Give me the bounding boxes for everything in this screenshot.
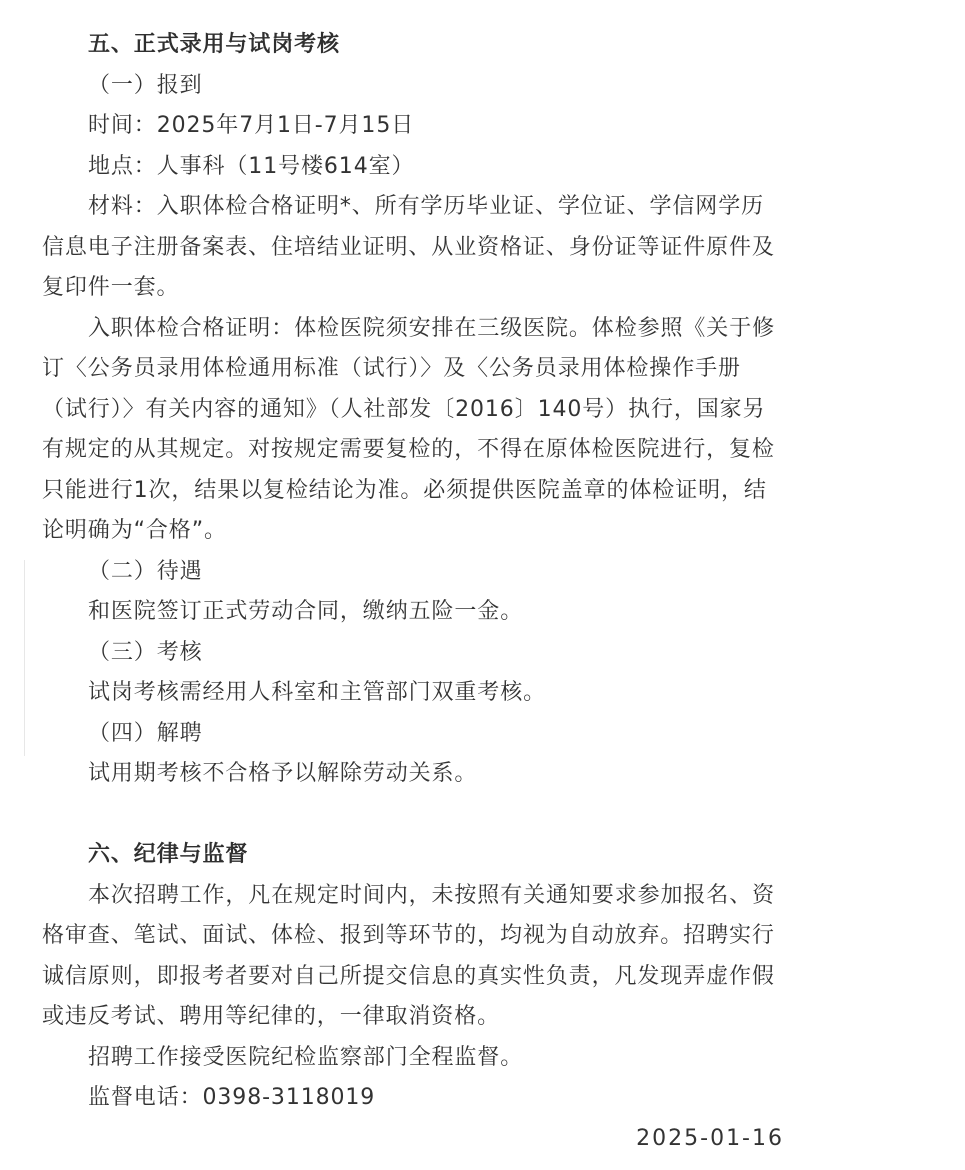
document-date: 2025-01-16 xyxy=(636,1125,784,1151)
dismissal-text: 试用期考核不合格予以解除劳动关系。 xyxy=(88,761,478,786)
benefits-text: 和医院签订正式劳动合同，缴纳五险一金。 xyxy=(88,599,524,624)
report-materials: 材料：入职体检合格证明*、所有学历毕业证、学位证、学信网学历信息电子注册备案表、住培结业证明、从业资格证、身份证等证件原件及复印件一套。 xyxy=(42,194,775,300)
sub-section-dismissal-title: （四）解聘 xyxy=(88,720,203,746)
discipline-text: 本次招聘工作，凡在规定时间内，未按照有关通知要求参加报名、资格审查、笔试、面试、体检、报到等环节的，均视为自动放弃。招聘实行诚信原则，即报考者要对自己所提交信息的真实性负责，凡发现弄虚作假或违反考试、聘用等纪律的，一律取消资格。 xyxy=(42,882,776,1029)
document-content xyxy=(42,25,784,1159)
section-spacer xyxy=(42,795,784,836)
left-divider-line xyxy=(24,560,25,756)
supervision-text: 招聘工作接受医院纪检监察部门全程监督。 xyxy=(88,1044,524,1070)
sub-section-benefits-title: （二）待遇 xyxy=(88,558,203,584)
health-exam-requirement: 入职体检合格证明：体检医院须安排在三级医院。体检参照《关于修订〈公务员录用体检通用标准（试行）〉及〈公务员录用体检操作手册（试行）〉有关内容的通知》（人社部发〔2016〕140号）执行，国家另有规定的从其规定。对按规定需要复检的，不得在原体检医院进行，复检只能进行1次，结果以复检结论为准。必须提供医院盖章的体检证明，结论明确为“合格”。 xyxy=(42,315,776,543)
sub-section-assessment-title: （三）考核 xyxy=(88,639,203,665)
section-six-title: 六、纪律与监督 xyxy=(88,842,249,867)
report-place: 地点：人事科（11号楼614室） xyxy=(88,153,415,179)
sub-section-report-title: （一）报到 xyxy=(88,72,203,98)
assessment-text: 试岗考核需经用人科室和主管部门双重考核。 xyxy=(88,680,547,705)
supervision-phone: 监督电话：0398-3118019 xyxy=(88,1085,376,1110)
report-time: 时间：2025年7月1日-7月15日 xyxy=(88,113,415,138)
section-five-title: 五、正式录用与试岗考核 xyxy=(88,32,340,57)
